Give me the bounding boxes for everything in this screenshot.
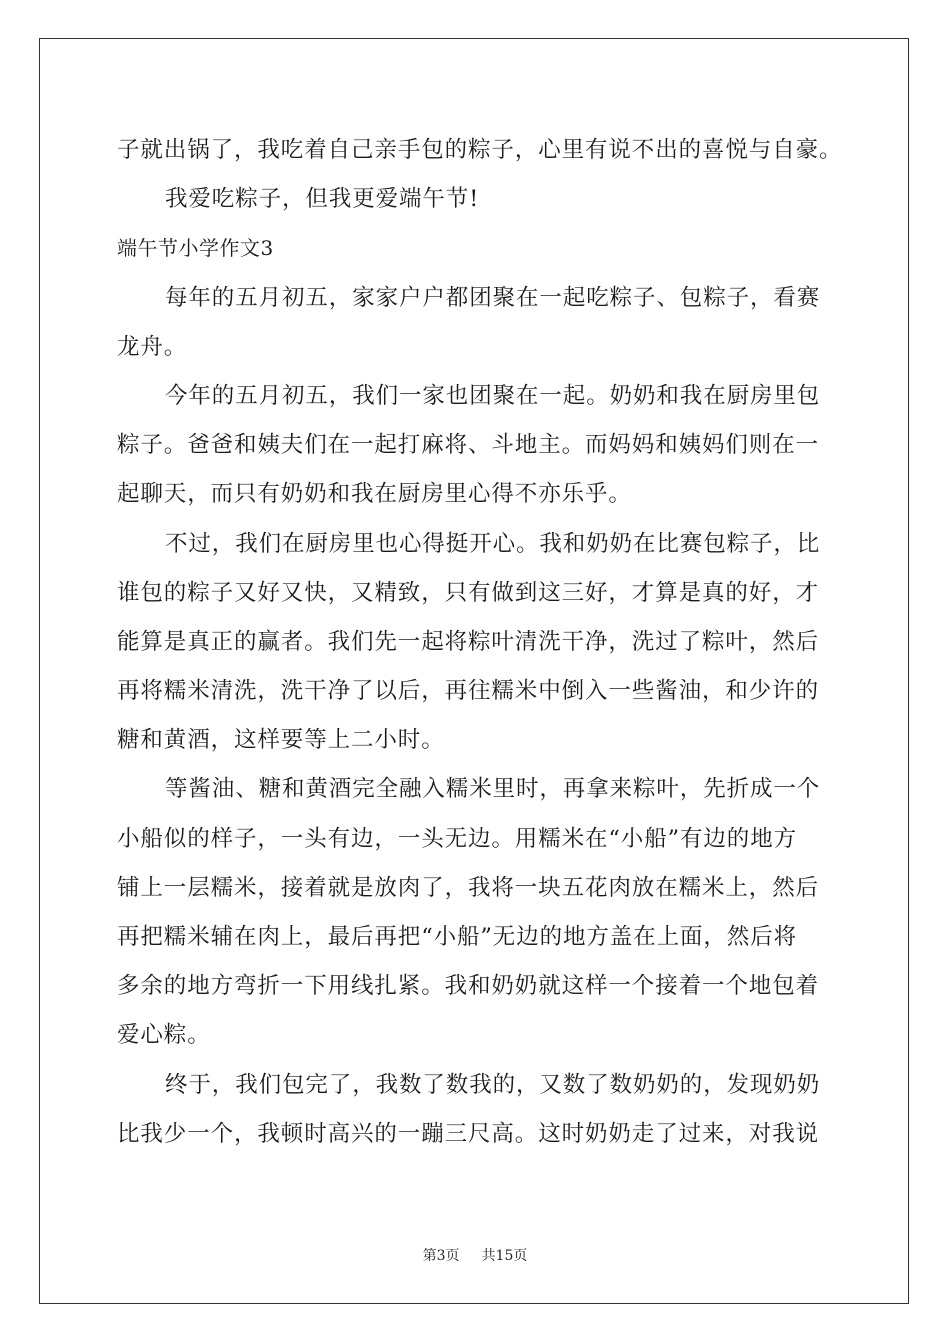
text-line: 每年的五月初五，家家户户都团聚在一起吃粽子、包粽子，看赛 (165, 284, 821, 311)
text-line: 比我少一个，我顿时高兴的一蹦三尺高。这时奶奶走了过来，对我说 (117, 1120, 820, 1147)
text-line: 多余的地方弯折一下用线扎紧。我和奶奶就这样一个接着一个地包着 (117, 973, 820, 1000)
text-line: 起聊天，而只有奶奶和我在厨房里心得不亦乐乎。 (117, 481, 632, 508)
text-line: 再将糯米清洗，洗干净了以后，再往糯米中倒入一些酱油，和少许的 (117, 678, 820, 705)
text-line: 龙舟。 (117, 333, 188, 360)
text-line: 小船似的样子，一头有边，一头无边。用糯米在“小船”有边的地方 (117, 825, 798, 852)
text-line: 谁包的粽子又好又快，又精致，只有做到这三好，才算是真的好，才 (117, 579, 820, 606)
text-line: 爱心粽。 (117, 1022, 211, 1049)
text-line: 今年的五月初五，我们一家也团聚在一起。奶奶和我在厨房里包 (165, 382, 821, 409)
text-line: 子就出锅了，我吃着自己亲手包的粽子，心里有说不出的喜悦与自豪。 (117, 137, 843, 163)
page-number: 第3页 (422, 1248, 460, 1264)
text-line: 糖和黄酒，这样要等上二小时。 (117, 727, 445, 754)
text-line: 等酱油、糖和黄酒完全融入糯米里时，再拿来粽叶，先折成一个 (165, 776, 821, 803)
page-total: 共15页 (481, 1248, 528, 1264)
text-line: 能算是真正的赢者。我们先一起将粽叶清洗干净，洗过了粽叶，然后 (117, 628, 820, 655)
document-body (117, 126, 843, 1159)
text-line: 我爱吃粽子，但我更爱端午节! (165, 186, 480, 213)
section-heading: 端午节小学作文3 (117, 236, 274, 261)
text-line: 终于，我们包完了，我数了数我的，又数了数奶奶的，发现奶奶 (165, 1071, 821, 1098)
text-line: 粽子。爸爸和姨夫们在一起打麻将、斗地主。而妈妈和姨妈们则在一 (117, 432, 820, 459)
page-footer (0, 1245, 950, 1265)
text-line: 不过，我们在厨房里也心得挺开心。我和奶奶在比赛包粽子，比 (165, 530, 821, 557)
text-line: 铺上一层糯米，接着就是放肉了，我将一块五花肉放在糯米上，然后 (117, 874, 820, 901)
text-line: 再把糯米辅在肉上，最后再把“小船”无边的地方盖在上面，然后将 (117, 924, 798, 950)
